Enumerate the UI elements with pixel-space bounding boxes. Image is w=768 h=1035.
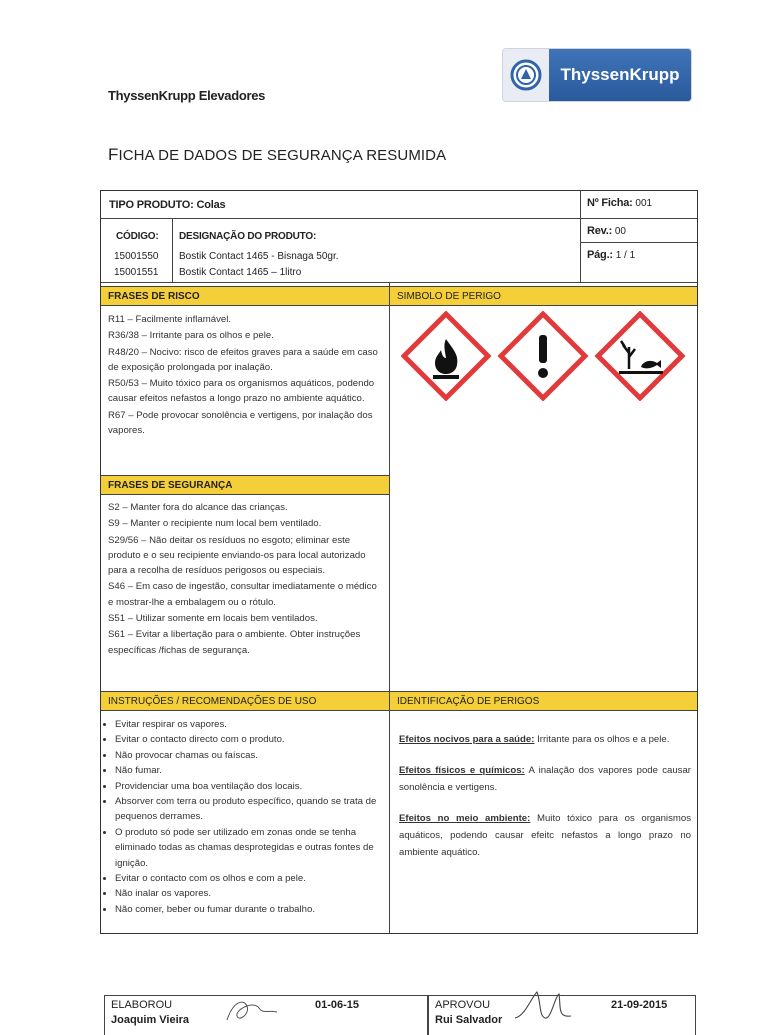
exclamation-hazard-icon [501, 314, 585, 398]
risco-item: R67 – Pode provocar sonolência e vertigens, por inalação dos vapores. [108, 409, 373, 437]
risco-item: R50/53 – Muito tóxico para os organismos aquáticos, podendo causar efeitos nefastos a longo prazo no ambiente aquático. [108, 378, 375, 405]
risco-item: R36/38 – Irritante para os olhos e pele. [108, 330, 274, 342]
title-rest: ICHA DE DADOS DE SEGURANÇA RESUMIDA [118, 147, 447, 164]
instrucao-item: • Evitar o contacto com os olhos e com a pele. [115, 871, 383, 886]
company-name: ThyssenKrupp Elevadores [108, 88, 266, 103]
identificacao-label: Efeitos nocivos para a saúde: [399, 734, 535, 745]
identificacao-text: Irritante para os olhos e a pele. [537, 734, 670, 745]
logo-emblem-icon [503, 49, 549, 101]
instrucao-item: • Absorver com terra ou produto específico, quando se trata de pequenos derrames. [115, 794, 383, 825]
ficha-cell [581, 191, 697, 219]
rev-cell [581, 219, 697, 243]
elaborou-label: ELABOROU [111, 999, 173, 1011]
identificacao-label: Efeitos físicos e químicos: [399, 765, 525, 776]
hazard-symbols [401, 311, 691, 401]
seguranca-item: S46 – Em caso de ingestão, consultar imediatamente o médico e mostrar-lhe a embalagem ou o rótulo. [108, 581, 377, 608]
pag-value: 1 / 1 [615, 250, 636, 261]
identificacao-item [399, 762, 691, 796]
instrucao-item: • Evitar o contacto directo com o produto. [115, 732, 383, 747]
tipo-produto-label: TIPO PRODUTO: [109, 199, 194, 211]
seguranca-item: S9 – Manter o recipiente num local bem ventilado. [108, 518, 322, 530]
designacao-label: DESIGNAÇÃO DO PRODUTO: [179, 231, 317, 242]
simbolo-perigo-header: SIMBOLO DE PERIGO [390, 286, 697, 306]
pag-cell [581, 243, 697, 283]
instrucao-item: • Providenciar uma boa ventilação dos locais. [115, 779, 383, 794]
pag-label: Pág.: [587, 249, 613, 261]
instrucao-item: • Não comer, beber ou fumar durante o trabalho. [115, 902, 383, 917]
aprovou-signature-icon [511, 988, 581, 1033]
aprovou-box [428, 995, 696, 1035]
codigo-1: 15001550 [114, 251, 159, 262]
instrucoes-list [101, 717, 383, 917]
designacao-1: Bostik Contact 1465 - Bisnaga 50gr. [179, 251, 339, 262]
ficha-label: Nº Ficha: [587, 197, 633, 209]
identificacao-item [399, 810, 691, 861]
tipo-produto-value: Colas [196, 199, 226, 211]
instrucoes-header: INSTRUÇÕES / RECOMENDAÇÕES DE USO [101, 691, 389, 711]
identificacao-list [399, 731, 691, 875]
identificacao-label: Efeitos no meio ambiente: [399, 813, 531, 824]
instrucao-item: • O produto só pode ser utilizado em zonas onde se tenha eliminado todas as chamas desprotegidas e outras fontes de ignição. [115, 825, 383, 871]
tipo-produto-cell [101, 191, 581, 219]
frases-risco-header: FRASES DE RISCO [101, 286, 389, 306]
rev-label: Rev.: [587, 225, 613, 237]
codigo-cell [101, 219, 173, 283]
seguranca-item: S2 – Manter fora do alcance das crianças. [108, 502, 288, 513]
codigo-label: CÓDIGO: [116, 231, 159, 242]
instrucao-item: • Não inalar os vapores. [115, 886, 383, 901]
seguranca-item: S29/56 – Não deitar os resíduos no esgoto; eliminar este produto e o seu recipiente enviando-os para local autorizado para a recolha de resíduos perigosos ou especiais. [108, 534, 366, 577]
instrucao-item: • Evitar respirar os vapores. [115, 717, 383, 732]
elaborou-box [104, 995, 428, 1035]
environment-hazard-icon [598, 314, 682, 398]
designacao-2: Bostik Contact 1465 – 1litro [179, 267, 302, 278]
elaborou-signature-icon [223, 992, 283, 1033]
safety-data-sheet [100, 190, 698, 934]
logo-text: ThyssenKrupp [549, 49, 691, 101]
document-title [108, 145, 446, 165]
codigo-2: 15001551 [114, 267, 159, 278]
thyssenkrupp-logo [503, 49, 691, 101]
ficha-value: 001 [635, 198, 653, 209]
frases-seguranca-list [108, 500, 384, 659]
title-initial: F [108, 145, 119, 164]
flame-hazard-icon [404, 314, 488, 398]
aprovou-label: APROVOU [435, 999, 491, 1011]
identificacao-text: A inalação dos vapores pode causar sonolência e vertigens. [399, 765, 692, 793]
frases-risco-list [108, 312, 384, 439]
designacao-cell [173, 219, 581, 283]
elaborou-name: Joaquim Vieira [111, 1014, 190, 1026]
identificacao-text: Muito tóxico para os organismos aquáticos, podendo causar efeitc nefastos a longo prazo no ambiente aquático. [399, 813, 691, 858]
column-divider [389, 283, 390, 933]
elaborou-date: 01-06-15 [315, 999, 360, 1011]
aprovou-name: Rui Salvador [435, 1014, 503, 1026]
frases-seguranca-header: FRASES DE SEGURANÇA [101, 475, 389, 495]
instrucao-item: • Não provocar chamas ou faíscas. [115, 748, 383, 763]
risco-item: R48/20 – Nocivo: risco de efeitos graves para a saúde em caso de exposição prolongada por inalação. [108, 346, 378, 373]
aprovou-date: 21-09-2015 [611, 999, 668, 1011]
rev-value: 00 [614, 226, 626, 237]
risco-item: R11 – Facilmente inflamável. [108, 314, 231, 325]
seguranca-item: S61 – Evitar a libertação para o ambiente. Obter instruções específicas /fichas de segurança. [108, 629, 361, 656]
identificacao-item [399, 731, 691, 748]
instrucao-item: • Não fumar. [115, 763, 383, 778]
seguranca-item: S51 – Utilizar somente em locais bem ventilados. [108, 613, 318, 625]
identificacao-header: IDENTIFICAÇÃO DE PERIGOS [390, 691, 697, 711]
